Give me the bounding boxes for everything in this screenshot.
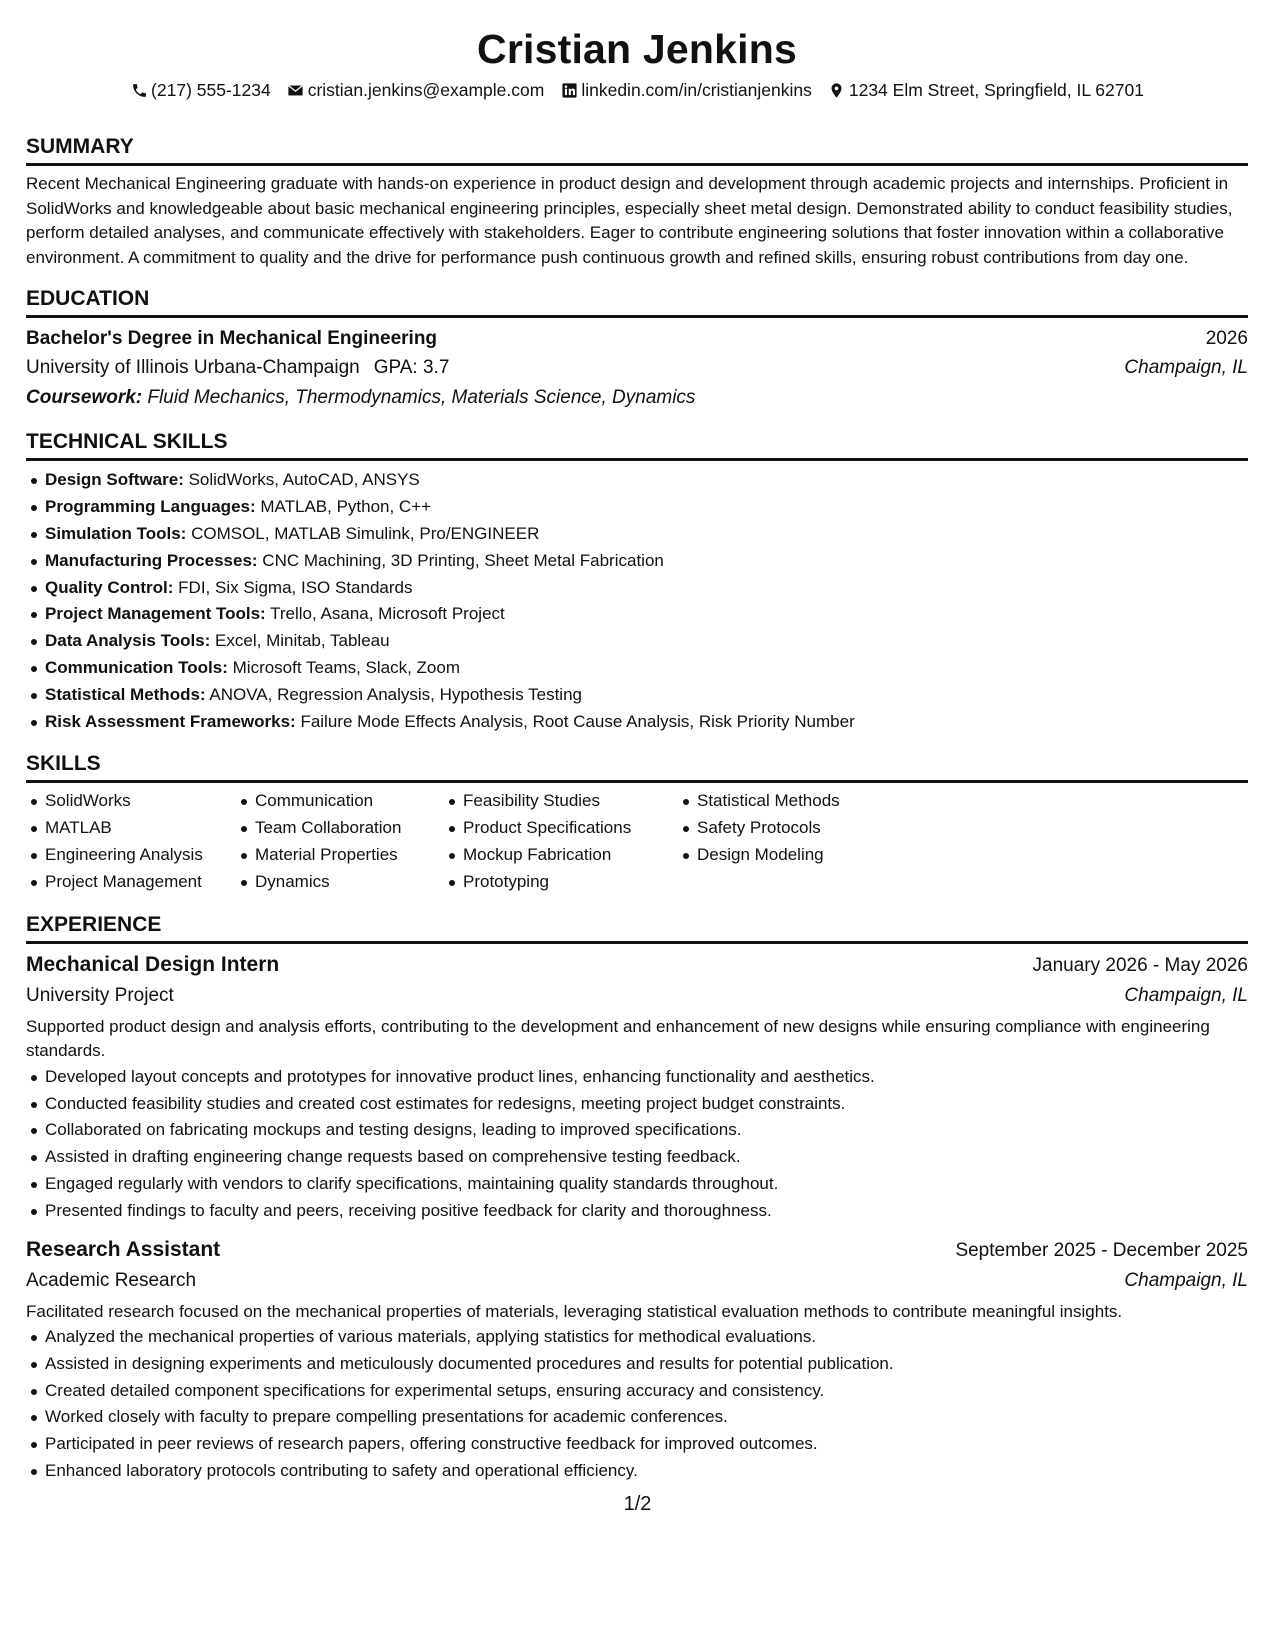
- skills-column-3: [444, 788, 678, 895]
- list-item: Dynamics: [236, 869, 444, 896]
- skill-values: Excel, Minitab, Tableau: [210, 631, 390, 651]
- coursework-list: Fluid Mechanics, Thermodynamics, Materials Science, Dynamics: [142, 387, 696, 409]
- job-organization: Academic Research: [26, 1269, 197, 1291]
- list-item: Collaborated on fabricating mockups and testing designs, leading to improved specifications.: [26, 1117, 1248, 1144]
- skill-values: COMSOL, MATLAB Simulink, Pro/ENGINEER: [186, 523, 540, 543]
- job-description: Facilitated research focused on the mechanical properties of materials, leveraging statistical evaluation methods to contribute meaningful insights.: [26, 1301, 1123, 1321]
- list-item: Worked closely with faculty to prepare compelling presentations for academic conferences.: [26, 1404, 1248, 1431]
- summary-heading: SUMMARY: [26, 134, 1248, 166]
- gpa: GPA: 3.7: [373, 357, 450, 379]
- list-item: [26, 494, 1248, 521]
- skill-values: FDI, Six Sigma, ISO Standards: [173, 577, 413, 597]
- job-title-row: [26, 1235, 1248, 1266]
- linkedin-text: linkedin.com/in/cristianjenkins: [581, 80, 812, 100]
- skill-category: Risk Assessment Frameworks:: [45, 711, 296, 731]
- skill-category: Data Analysis Tools:: [45, 631, 211, 651]
- skill-category: Communication Tools:: [45, 657, 228, 677]
- education-degree-row: [26, 325, 1248, 353]
- skill-values: CNC Machining, 3D Printing, Sheet Metal Fabrication: [257, 550, 664, 570]
- school-info: [26, 353, 449, 383]
- coursework-line: [26, 383, 1248, 413]
- school-location: Champaign, IL: [1124, 357, 1248, 379]
- list-item: Team Collaboration: [236, 815, 444, 842]
- candidate-name: Cristian Jenkins: [477, 26, 797, 72]
- skill-category: Project Management Tools:: [45, 604, 266, 624]
- contact-email[interactable]: [287, 78, 545, 102]
- skill-category: Quality Control:: [45, 577, 174, 597]
- list-item: Engineering Analysis: [26, 842, 236, 869]
- skill-values: Microsoft Teams, Slack, Zoom: [227, 657, 460, 677]
- list-item: Statistical Methods: [678, 788, 898, 815]
- list-item: Product Specifications: [444, 815, 678, 842]
- job-dates: September 2025 - December 2025: [955, 1239, 1248, 1261]
- resume-page: [26, 24, 1248, 1485]
- job-dates: January 2026 - May 2026: [1032, 954, 1248, 976]
- list-item: Created detailed component specifications for experimental setups, ensuring accuracy and consistency.: [26, 1378, 1248, 1405]
- list-item: [26, 655, 1248, 682]
- school-name: University of Illinois Urbana-Champaign: [26, 357, 360, 379]
- list-item: [26, 467, 1248, 494]
- list-item: [26, 548, 1248, 575]
- linkedin-icon: [560, 81, 578, 99]
- envelope-icon: [287, 81, 305, 99]
- graduation-year: 2026: [1205, 328, 1248, 350]
- list-item: Feasibility Studies: [444, 788, 678, 815]
- skills-section: [26, 751, 1248, 895]
- list-item: [26, 575, 1248, 602]
- list-item: [26, 628, 1248, 655]
- list-item: Developed layout concepts and prototypes for innovative product lines, enhancing functionality and aesthetics.: [26, 1064, 1248, 1091]
- list-item: [26, 521, 1248, 548]
- list-item: Engaged regularly with vendors to clarify specifications, maintaining quality standards throughout.: [26, 1171, 1248, 1198]
- experience-heading: EXPERIENCE: [26, 912, 1248, 944]
- list-item: [26, 601, 1248, 628]
- skill-category: Simulation Tools:: [45, 523, 187, 543]
- skill-category: Programming Languages:: [45, 497, 256, 517]
- phone-icon: [130, 81, 148, 99]
- technical-skills-heading: TECHNICAL SKILLS: [26, 429, 1248, 461]
- list-item: Design Modeling: [678, 842, 898, 869]
- list-item: Assisted in designing experiments and meticulously documented procedures and results for potential publication.: [26, 1351, 1248, 1378]
- job-org-row: [26, 1266, 1248, 1296]
- list-item: MATLAB: [26, 815, 236, 842]
- list-item: Prototyping: [444, 869, 678, 896]
- skills-column-2: [236, 788, 444, 895]
- summary-section: [26, 134, 1248, 270]
- experience-section: [26, 912, 1248, 1485]
- education-heading: EDUCATION: [26, 286, 1248, 318]
- skill-values: Failure Mode Effects Analysis, Root Cause Analysis, Risk Priority Number: [295, 711, 855, 731]
- coursework-label: Coursework:: [26, 387, 143, 409]
- phone-text: (217) 555-1234: [151, 80, 271, 100]
- job-organization: University Project: [26, 984, 174, 1006]
- job-location: Champaign, IL: [1124, 984, 1248, 1006]
- list-item: SolidWorks: [26, 788, 236, 815]
- degree-name: Bachelor's Degree in Mechanical Engineering: [26, 328, 438, 350]
- technical-skills-list: [26, 467, 1248, 735]
- job-title: Mechanical Design Intern: [26, 952, 280, 976]
- list-item: Safety Protocols: [678, 815, 898, 842]
- contact-linkedin[interactable]: [560, 78, 812, 102]
- job-description: Supported product design and analysis efforts, contributing to the development and enhancement of new designs while ensuring compliance with engineering standards.: [26, 1016, 1210, 1061]
- contact-phone[interactable]: [130, 78, 271, 102]
- list-item: Project Management: [26, 869, 236, 896]
- list-item: Mockup Fabrication: [444, 842, 678, 869]
- skill-category: Design Software:: [45, 470, 184, 490]
- list-item: Communication: [236, 788, 444, 815]
- summary-text: Recent Mechanical Engineering graduate with hands-on experience in product design and development through academic projects and internships. Proficient in SolidWorks and knowledgeable about basic mechanical engineering principles, especially sheet metal design. Demonstrated ability to conduct feasibility studies, perform detailed analyses, and communicate effectively with stakeholders. Eager to contribute engineering solutions that foster innovation within a collaborative environment. A commitment to quality and the drive for performance push continuous growth and refined skills, ensuring robust contributions from day one.: [26, 174, 1233, 267]
- list-item: Participated in peer reviews of research papers, offering constructive feedback for improved outcomes.: [26, 1431, 1248, 1458]
- list-item: Presented findings to faculty and peers, receiving positive feedback for clarity and thoroughness.: [26, 1198, 1248, 1225]
- page-number: 1/2: [623, 1493, 652, 1515]
- list-item: Conducted feasibility studies and created cost estimates for redesigns, meeting project budget constraints.: [26, 1091, 1248, 1118]
- job-bullets: [26, 1324, 1248, 1485]
- list-item: Enhanced laboratory protocols contributing to safety and operational efficiency.: [26, 1458, 1248, 1485]
- skill-values: SolidWorks, AutoCAD, ANSYS: [183, 470, 420, 490]
- contact-address: [828, 78, 1144, 102]
- job-org-row: [26, 981, 1248, 1011]
- job-entry: [26, 950, 1248, 1225]
- skills-grid: [26, 788, 1248, 895]
- job-title: Research Assistant: [26, 1237, 221, 1261]
- education-section: [26, 286, 1248, 413]
- map-marker-icon: [828, 81, 846, 99]
- list-item: [26, 709, 1248, 736]
- list-item: Analyzed the mechanical properties of various materials, applying statistics for methodical evaluations.: [26, 1324, 1248, 1351]
- address-text: 1234 Elm Street, Springfield, IL 62701: [848, 80, 1144, 100]
- job-title-row: [26, 950, 1248, 981]
- skills-column-4: [678, 788, 898, 895]
- job-location: Champaign, IL: [1124, 1269, 1248, 1291]
- list-item: Assisted in drafting engineering change requests based on comprehensive testing feedback.: [26, 1144, 1248, 1171]
- skills-column-1: [26, 788, 236, 895]
- skill-values: MATLAB, Python, C++: [255, 497, 432, 517]
- job-entry: [26, 1235, 1248, 1485]
- skill-values: ANOVA, Regression Analysis, Hypothesis Testing: [205, 684, 582, 704]
- skills-heading: SKILLS: [26, 751, 1248, 783]
- list-item: Material Properties: [236, 842, 444, 869]
- list-item: [26, 682, 1248, 709]
- skill-category: Manufacturing Processes:: [45, 550, 258, 570]
- skill-category: Statistical Methods:: [45, 684, 206, 704]
- job-bullets: [26, 1064, 1248, 1225]
- education-school-row: [26, 353, 1248, 383]
- contact-row: [26, 78, 1248, 102]
- email-text: cristian.jenkins@example.com: [307, 80, 545, 100]
- skill-values: Trello, Asana, Microsoft Project: [265, 604, 505, 624]
- technical-skills-section: [26, 429, 1248, 735]
